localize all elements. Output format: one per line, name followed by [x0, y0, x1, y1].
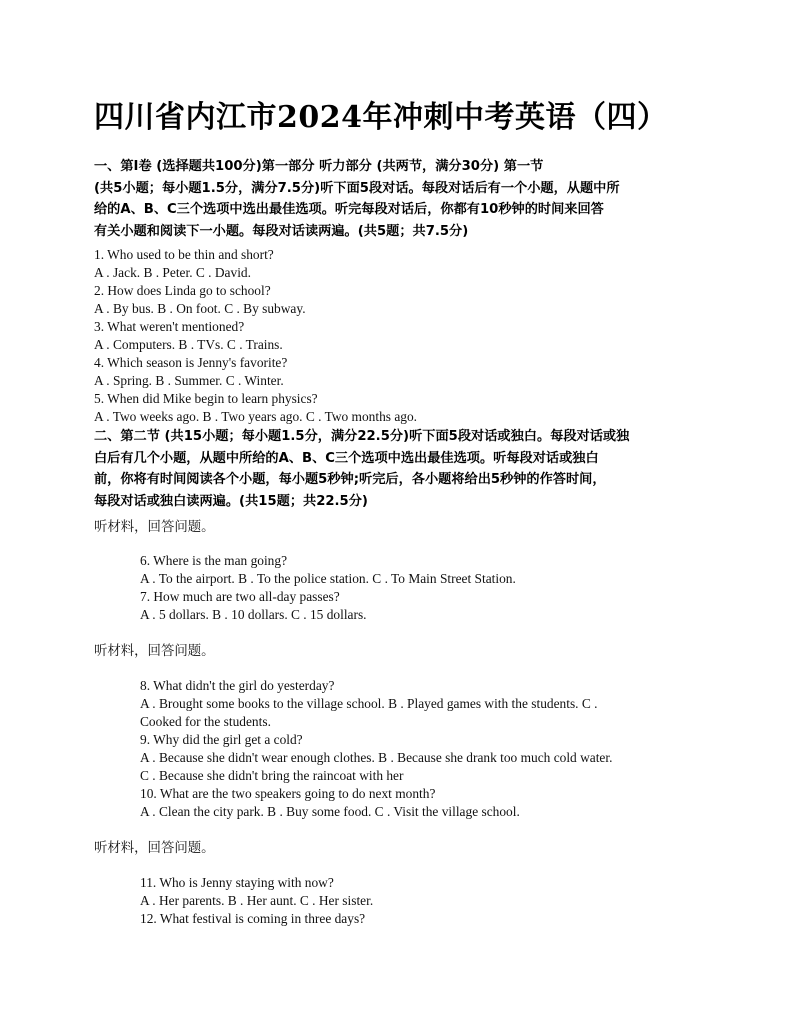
question-2: 2. How does Linda go to school? — [94, 283, 271, 298]
part2-heading-line: 白后有几个小题，从题中所给的A、B、C三个选项中选出最佳选项。听每段对话或独白 — [94, 450, 599, 466]
question-12: 12. What festival is coming in three days? — [140, 911, 366, 926]
options-8: A . Brought some books to the village school. B . Played games with the students. C . — [140, 696, 598, 711]
question-8: 8. What didn't the girl do yesterday? — [140, 678, 335, 693]
question-11: 11. Who is Jenny staying with now? — [140, 875, 334, 890]
options-9: A . Because she didn't wear enough clothes. B . Because she drank too much cold water. — [140, 750, 613, 765]
options-3: A . Computers. B . TVs. C . Trains. — [94, 337, 283, 352]
part1-heading-line: 一、第Ⅰ卷 (选择题共100分)第一部分 听力部分 (共两节，满分30分) 第一节 — [94, 159, 544, 174]
options-2: A . By bus. B . On foot. C . By subway. — [94, 301, 306, 316]
instruction: 听材料，回答问题。 — [94, 520, 215, 535]
question-6: 6. Where is the man going? — [140, 553, 288, 568]
question-4: 4. Which season is Jenny's favorite? — [94, 355, 288, 370]
question-7: 7. How much are two all-day passes? — [140, 589, 340, 604]
part1-heading-line: 给的A、B、C三个选项中选出最佳选项。听完每段对话后，你都有10秒钟的时间来回答 — [94, 202, 604, 217]
part2-heading-line: 二、第二节 (共15小题；每小题1.5分，满分22.5分)听下面5段对话或独白。每段对话或独 — [94, 429, 630, 444]
options-9-cont: C . Because she didn't bring the raincoat with her — [140, 768, 404, 783]
options-8-cont: Cooked for the students. — [140, 714, 271, 729]
question-5: 5. When did Mike begin to learn physics? — [94, 391, 318, 406]
question-1: 1. Who used to be thin and short? — [94, 247, 274, 262]
options-10: A . Clean the city park. B . Buy some food. C . Visit the village school. — [140, 804, 520, 819]
part2-heading — [94, 426, 704, 512]
options-7: A . 5 dollars. B . 10 dollars. C . 15 dollars. — [140, 607, 367, 622]
options-11: A . Her parents. B . Her aunt. C . Her sister. — [140, 893, 374, 908]
options-6: A . To the airport. B . To the police station. C . To Main Street Station. — [140, 571, 516, 586]
options-1: A . Jack. B . Peter. C . David. — [94, 265, 251, 280]
instruction: 听材料，回答问题。 — [94, 841, 215, 856]
options-4: A . Spring. B . Summer. C . Winter. — [94, 373, 284, 388]
part2-heading-line: 前，你将有时间阅读各个小题，每小题5秒钟;听完后，各小题将给出5秒钟的作答时间， — [94, 472, 606, 487]
part1-heading — [94, 156, 704, 242]
question-9: 9. Why did the girl get a cold? — [140, 732, 303, 747]
question-3: 3. What weren't mentioned? — [94, 319, 245, 334]
options-5: A . Two weeks ago. B . Two years ago. C . Two months ago. — [94, 409, 418, 424]
instruction: 听材料，回答问题。 — [94, 644, 215, 659]
part1-heading-line: (共5小题；每小题1.5分，满分7.5分)听下面5段对话。每段对话后有一个小题，从题中所 — [94, 180, 620, 196]
question-10: 10. What are the two speakers going to do next month? — [140, 786, 436, 801]
part2-heading-line: 每段对话或独白读两遍。(共15题；共22.5分) — [94, 493, 368, 509]
page-title: 四川省内江市2024年冲刺中考英语（四） — [94, 100, 668, 135]
part1-heading-line: 有关小题和阅读下一小题。每段对话读两遍。(共5题；共7.5分) — [94, 223, 469, 239]
